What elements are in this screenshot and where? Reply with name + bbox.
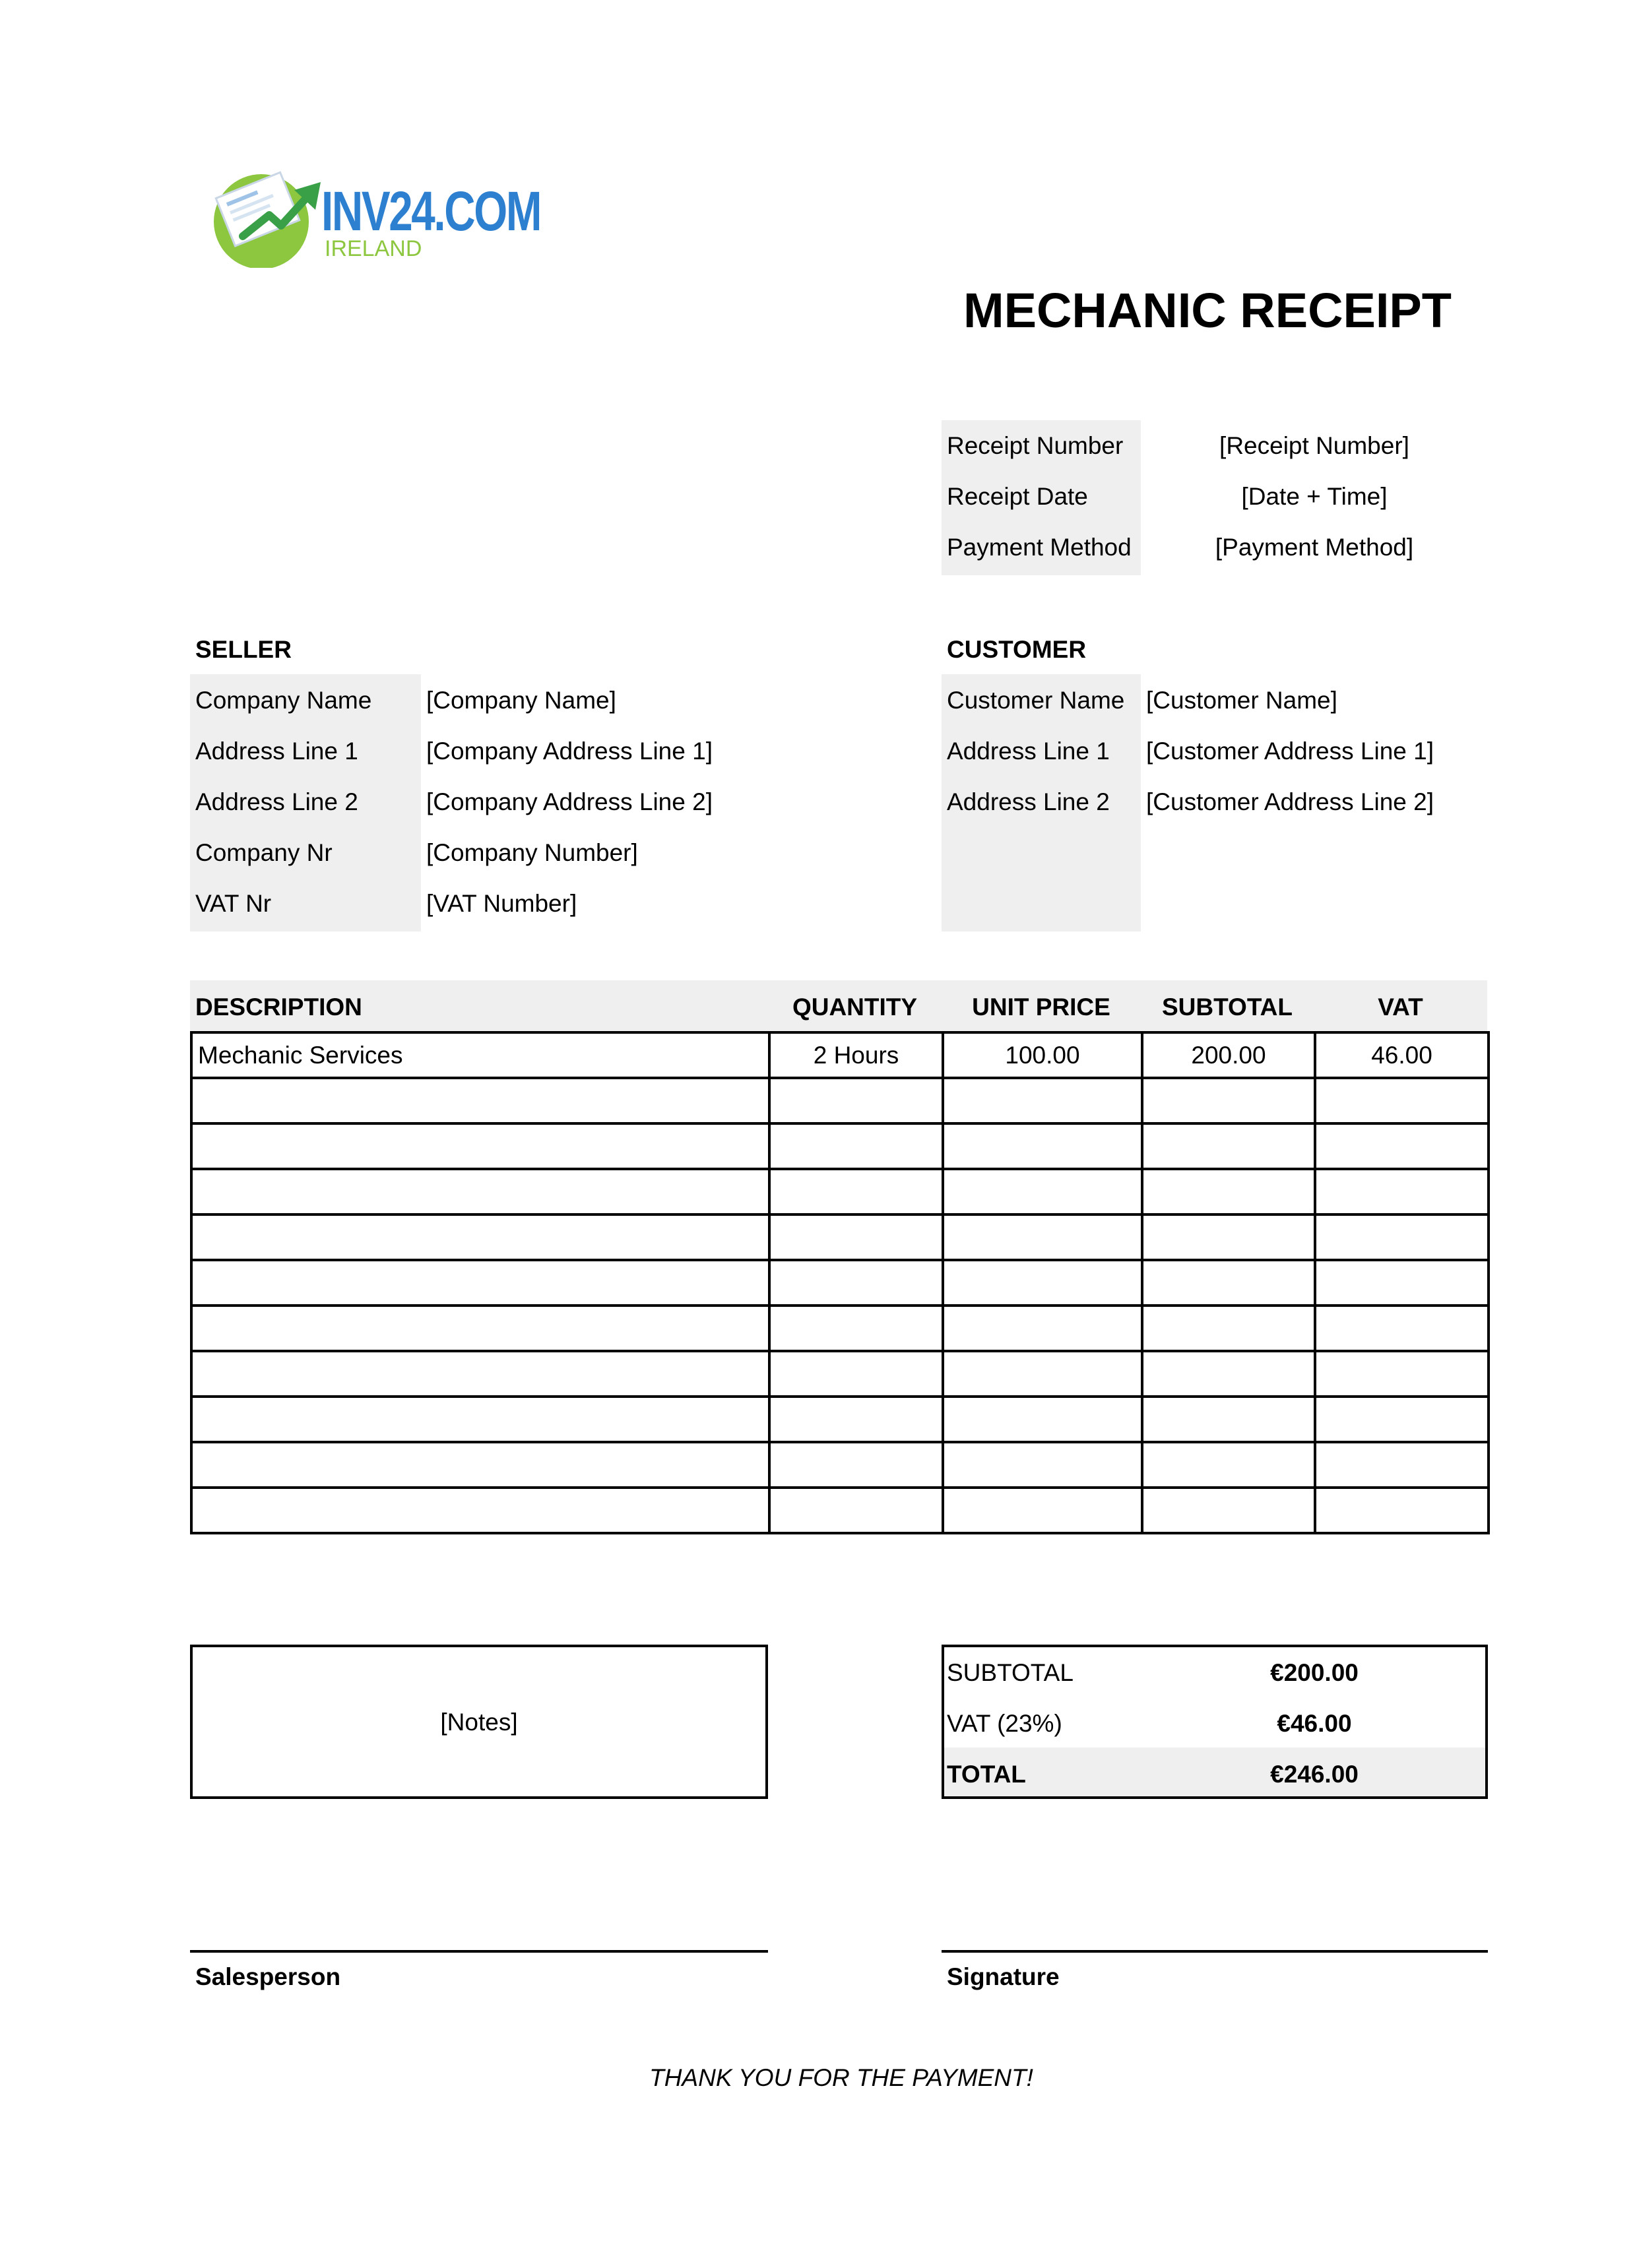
empty-cell: [1315, 1123, 1489, 1169]
vat-value: €46.00: [1277, 1710, 1352, 1737]
seller-value: [Company Name]: [426, 687, 616, 714]
salesperson-label: Salesperson: [195, 1963, 341, 1990]
empty-cell: [1315, 1442, 1489, 1488]
empty-cell: [1315, 1397, 1489, 1442]
empty-cell: [191, 1214, 769, 1260]
seller-label: Company Name: [195, 687, 372, 714]
subtotal-value: €200.00: [1270, 1659, 1359, 1686]
empty-cell: [191, 1351, 769, 1397]
salesperson-line: [190, 1950, 768, 1953]
empty-cell: [943, 1397, 1142, 1442]
totals-box: [942, 1645, 1488, 1799]
item-subtotal: 200.00: [1142, 1032, 1315, 1078]
empty-cell: [191, 1123, 769, 1169]
table-row: [191, 1078, 1489, 1123]
seller-heading: SELLER: [195, 636, 292, 663]
table-row: [191, 1488, 1489, 1533]
empty-cell: [1142, 1442, 1315, 1488]
footer-thanks: THANK YOU FOR THE PAYMENT!: [649, 2064, 1033, 2091]
seller-value: [Company Number]: [426, 839, 638, 866]
item-quantity: 2 Hours: [769, 1032, 943, 1078]
signature-label: Signature: [947, 1963, 1060, 1990]
table-row: [191, 1169, 1489, 1214]
table-row: [191, 1032, 1489, 1078]
receipt-date-value: [Date + Time]: [1241, 483, 1388, 510]
empty-cell: [943, 1078, 1142, 1123]
empty-cell: [191, 1397, 769, 1442]
total-label: TOTAL: [947, 1761, 1026, 1788]
empty-cell: [191, 1169, 769, 1214]
customer-label: Customer Name: [947, 687, 1125, 714]
item-description: Mechanic Services: [191, 1032, 769, 1078]
empty-cell: [1315, 1214, 1489, 1260]
empty-cell: [1142, 1123, 1315, 1169]
seller-label: VAT Nr: [195, 890, 272, 917]
empty-cell: [1142, 1169, 1315, 1214]
customer-label: Address Line 1: [947, 738, 1110, 765]
empty-cell: [769, 1214, 943, 1260]
empty-cell: [769, 1260, 943, 1306]
items-header-quantity: QUANTITY: [792, 993, 918, 1021]
empty-cell: [943, 1306, 1142, 1351]
vat-label: VAT (23%): [947, 1710, 1062, 1737]
table-row: [191, 1123, 1489, 1169]
subtotal-label: SUBTOTAL: [947, 1659, 1074, 1686]
logo-icon: [210, 162, 335, 268]
notes-text: [Notes]: [440, 1708, 518, 1736]
customer-value: [Customer Name]: [1146, 687, 1337, 714]
item-vat: 46.00: [1315, 1032, 1489, 1078]
item-unit-price: 100.00: [943, 1032, 1142, 1078]
payment-method-value: [Payment Method]: [1215, 534, 1414, 561]
receipt-number-label: Receipt Number: [947, 432, 1124, 459]
empty-cell: [943, 1214, 1142, 1260]
empty-cell: [1315, 1306, 1489, 1351]
empty-cell: [1315, 1260, 1489, 1306]
empty-cell: [1142, 1488, 1315, 1533]
empty-cell: [943, 1123, 1142, 1169]
seller-value: [VAT Number]: [426, 890, 577, 917]
table-row: [191, 1306, 1489, 1351]
empty-cell: [1315, 1169, 1489, 1214]
seller-label: Address Line 2: [195, 788, 358, 815]
empty-cell: [769, 1078, 943, 1123]
empty-cell: [943, 1488, 1142, 1533]
empty-cell: [769, 1488, 943, 1533]
receipt-number-value: [Receipt Number]: [1219, 432, 1409, 459]
empty-cell: [191, 1442, 769, 1488]
table-row: [191, 1397, 1489, 1442]
empty-cell: [1142, 1351, 1315, 1397]
empty-cell: [191, 1306, 769, 1351]
empty-cell: [1142, 1306, 1315, 1351]
empty-cell: [943, 1169, 1142, 1214]
customer-label: Address Line 2: [947, 788, 1110, 815]
empty-cell: [769, 1123, 943, 1169]
table-row: [191, 1351, 1489, 1397]
notes-box: [190, 1645, 768, 1799]
items-header-unit-price: UNIT PRICE: [972, 993, 1110, 1021]
page-title: MECHANIC RECEIPT: [963, 283, 1452, 338]
logo-subtext: IRELAND: [325, 236, 422, 261]
seller-value: [Company Address Line 2]: [426, 788, 713, 815]
empty-cell: [1142, 1260, 1315, 1306]
empty-cell: [769, 1442, 943, 1488]
empty-cell: [1142, 1078, 1315, 1123]
customer-heading: CUSTOMER: [947, 636, 1087, 663]
table-row: [191, 1260, 1489, 1306]
table-row: [191, 1214, 1489, 1260]
logo-text: INV24.COM: [321, 180, 541, 242]
empty-cell: [1142, 1214, 1315, 1260]
empty-cell: [1315, 1488, 1489, 1533]
empty-cell: [769, 1397, 943, 1442]
empty-cell: [769, 1351, 943, 1397]
seller-label: Company Nr: [195, 839, 333, 866]
customer-value: [Customer Address Line 2]: [1146, 788, 1434, 815]
empty-cell: [1315, 1078, 1489, 1123]
total-value: €246.00: [1270, 1761, 1359, 1788]
items-table: [190, 1031, 1490, 1534]
items-header-description: DESCRIPTION: [195, 993, 362, 1021]
empty-cell: [943, 1442, 1142, 1488]
empty-cell: [943, 1260, 1142, 1306]
empty-cell: [943, 1351, 1142, 1397]
items-header-subtotal: SUBTOTAL: [1161, 993, 1293, 1021]
empty-cell: [1315, 1351, 1489, 1397]
items-header-vat: VAT: [1378, 993, 1423, 1021]
empty-cell: [1142, 1397, 1315, 1442]
seller-value: [Company Address Line 1]: [426, 738, 713, 765]
seller-label: Address Line 1: [195, 738, 358, 765]
empty-cell: [191, 1260, 769, 1306]
receipt-date-label: Receipt Date: [947, 483, 1088, 510]
table-row: [191, 1442, 1489, 1488]
customer-value: [Customer Address Line 1]: [1146, 738, 1434, 765]
signature-line: [942, 1950, 1488, 1953]
empty-cell: [191, 1078, 769, 1123]
empty-cell: [769, 1169, 943, 1214]
empty-cell: [191, 1488, 769, 1533]
empty-cell: [769, 1306, 943, 1351]
payment-method-label: Payment Method: [947, 534, 1132, 561]
